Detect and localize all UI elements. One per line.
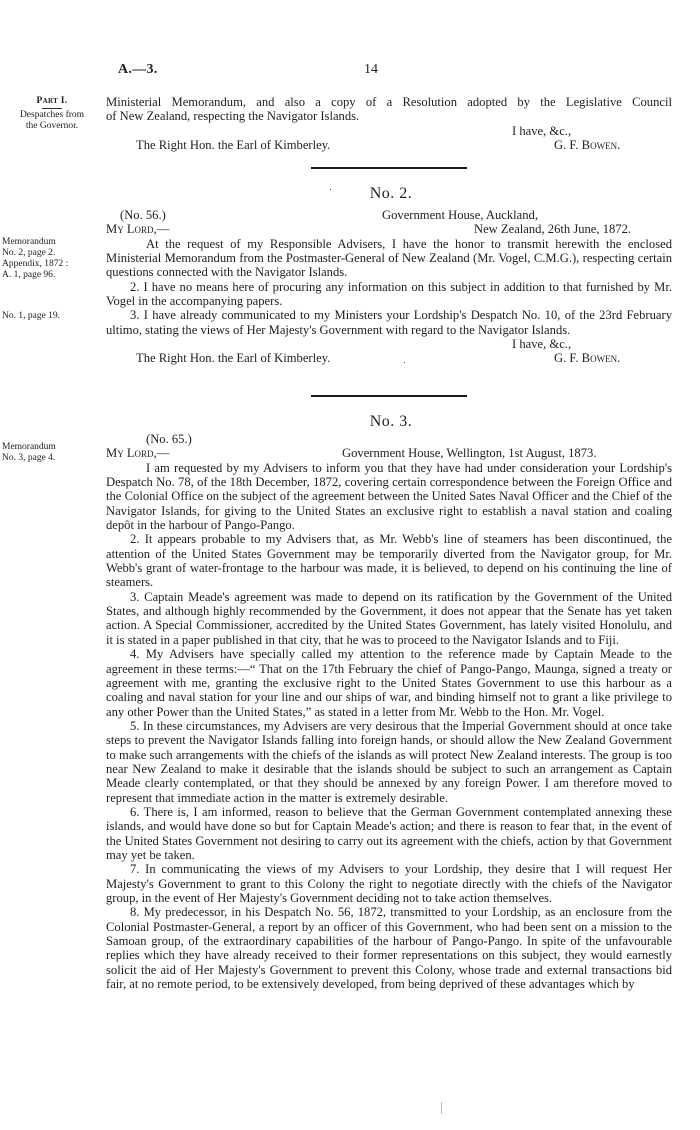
- salutation: My Lord,—: [106, 446, 170, 461]
- part-label: Part I.: [36, 96, 68, 106]
- addressee: The Right Hon. the Earl of Kimberley.: [136, 138, 331, 153]
- salutation: My Lord,—: [106, 222, 170, 237]
- memo-2-line: A. 1, page 96.: [2, 270, 56, 280]
- no1-page-ref: No. 1, page 19.: [2, 311, 61, 321]
- signature: G. F. Bowen.: [554, 138, 621, 153]
- paragraph: 2. It appears probable to my Advisers that, as Mr. Webb's line of steamers has been discontinued, the attention of the United States Government may be temporarily diverted from the Navigator group, for Mr. Webb's grant of water-frontage to the harbour was made, it is believed, to depend on his continuing the line of steamers.: [106, 532, 672, 590]
- closing: I have, &c.,: [512, 337, 572, 352]
- closing-row: [106, 337, 672, 351]
- signature-row: [106, 138, 672, 152]
- header-row: [106, 208, 672, 222]
- despatch-2: [106, 208, 672, 366]
- salutation-row: [106, 222, 672, 236]
- paragraph: 5. In these circumstances, my Advisers are very desirous that the Imperial Government should at once take steps to prevent the Navigator Islands falling into foreign hands, or should allow the New Zealand Government to make such arrangements with the chiefs of the islands as will protect New Zealand interests. The group is too near New Zealand to make it desirable that the islands should be subject to such an arrangement as Captain Meade clearly contemplated, or that they should be annexed by any foreign Power. I am therefore moved to represent that immediate action in the matter is extremely desirable.: [106, 718, 672, 805]
- section-heading-no3: No. 3.: [369, 413, 413, 430]
- section-rule: [311, 167, 467, 169]
- paragraph: 3. I have already communicated to my Ministers your Lordship's Despatch No. 10, of the 23rd February ultimo, stating the views of Her Majesty's Government with regard to the Navigator Islands.: [106, 308, 672, 337]
- signature-row: [106, 351, 672, 365]
- paragraph: 3. Captain Meade's agreement was made to depend on its ratification by the Government of the United States, and although highly recommended by the Government, it does not appear that the Senate has yet taken action. A Special Commissioner, accredited by the United States Government, has lately visited Honolulu, and it is stated in a paper published in that city, that he was to proceed to the Navigator Islands and to Fiji.: [106, 589, 672, 647]
- margin-note-memorandum-3: [2, 442, 98, 464]
- running-head: [0, 62, 700, 84]
- memo-2-line: Appendix, 1872 :: [2, 259, 69, 269]
- paragraph: At the request of my Responsible Advisers, I have the honor to transmit herewith the enclosed Ministerial Memorandum from the Postmaster-General of New Zealand (Mr. Vogel, C.M.G.), respecting certain questions connected with the Navigator Islands.: [106, 236, 672, 280]
- margin-note-no1-page: [2, 311, 98, 322]
- paragraph: 4. My Advisers have specially called my attention to the reference made by Captain Meade to the agreement in these terms:—“ That on the 17th February the chief of Pango-Pango, Maunga, signed a treaty or agreement with me, granting the exclusive right to the United States Government to use this harbour as a coaling and naval station for your line and our ships of war, and binding himself not to grant a like privilege to any other Power than the United States,” as stated in a letter from Mr. Webb to the Hon. Mr. Vogel.: [106, 647, 672, 719]
- closing: I have, &c.,: [512, 123, 572, 138]
- despatch-place-date: Government House, Wellington, 1st August, 1873.: [342, 446, 597, 461]
- continuation-block: [106, 95, 672, 152]
- part-subtitle-1: Despatches from: [19, 110, 85, 120]
- header-row: [106, 432, 672, 446]
- despatch-3: [106, 432, 672, 991]
- addressee: The Right Hon. the Earl of Kimberley.: [136, 351, 331, 366]
- memo-2-line: Memorandum: [2, 237, 56, 247]
- section-heading-no2: No. 2.: [369, 185, 413, 202]
- paragraph: 2. I have no means here of procuring any information on this subject in addition to that furnished by Mr. Vogel in the accompanying papers.: [106, 279, 672, 309]
- scan-speck: [330, 189, 331, 190]
- despatch-number: (No. 56.): [120, 208, 166, 222]
- paragraph: 8. My predecessor, in his Despatch No. 56, 1872, transmitted to your Lordship, as an enclosure from the Colonial Postmaster-General, a report by an officer of this Government, who had been sent on a mission to the Samoan group, of the extraordinary capabilities of the harbour of Pango-Pango. In spite of the unfavourable replies which they have already received to their former representations on this subject, they would earnestly solicit the aid of Her Majesty's Government to prevent this Colony, whose trade and external transactions bid fair, at no remote period, to be extensively developed, from being deprived of these advantages which by: [106, 905, 672, 992]
- page-number: 14: [364, 62, 378, 77]
- part-subtitle-2: the Governor.: [25, 121, 79, 131]
- despatch-number: (No. 65.): [146, 432, 192, 446]
- section-rule: [311, 395, 467, 397]
- memo-3-line: No. 3, page 4.: [2, 453, 56, 463]
- memo-3-line: Memorandum: [2, 442, 56, 452]
- memo-2-line: No. 2, page 2.: [2, 248, 56, 258]
- paragraph: 7. In communicating the views of my Advisers to your Lordship, they desire that I will request Her Majesty's Government to grant to this Colony the right to negotiate directly with the chiefs of the Navigator group, in the event of Her Majesty's Government deciding not to take action themselves.: [106, 862, 672, 905]
- salutation-row: [106, 446, 672, 460]
- signature: G. F. Bowen.: [554, 351, 621, 366]
- margin-rule: [42, 108, 62, 109]
- closing-row: [106, 124, 672, 138]
- paragraph: 6. There is, I am informed, reason to believe that the German Government contemplated annexing these islands, and would have done so but for Captain Meade's action; and there is reason to fear that, in the event of the United States Government not desiring to carry out its agreement with the chiefs, action by that Government may yet be taken.: [106, 804, 672, 862]
- scan-speck: [441, 1102, 442, 1114]
- continuation-line: Ministerial Memorandum, and also a copy of a Resolution adopted by the Legislative Council: [106, 95, 672, 109]
- scan-speck: [404, 362, 405, 363]
- margin-note-part: [6, 96, 98, 132]
- despatch-date: New Zealand, 26th June, 1872.: [474, 222, 632, 237]
- margin-note-memorandum-2: [2, 237, 98, 281]
- page-code: A.—3.: [118, 62, 158, 77]
- paragraph: I am requested by my Advisers to inform you that they have had under consideration your Lordship's Despatch No. 78, of the 18th December, 1872, covering certain correspondence between the Foreign Office and the Colonial Office on the subject of the agreement between the United Sates Naval Officer and the Chief of the Navigator Islands, for giving to the United States an exclusive right to establish a naval station and coaling depôt in the harbour of Pango-Pango.: [106, 460, 672, 533]
- continuation-line: of New Zealand, respecting the Navigator Islands.: [106, 109, 360, 124]
- despatch-place: Government House, Auckland,: [382, 208, 538, 222]
